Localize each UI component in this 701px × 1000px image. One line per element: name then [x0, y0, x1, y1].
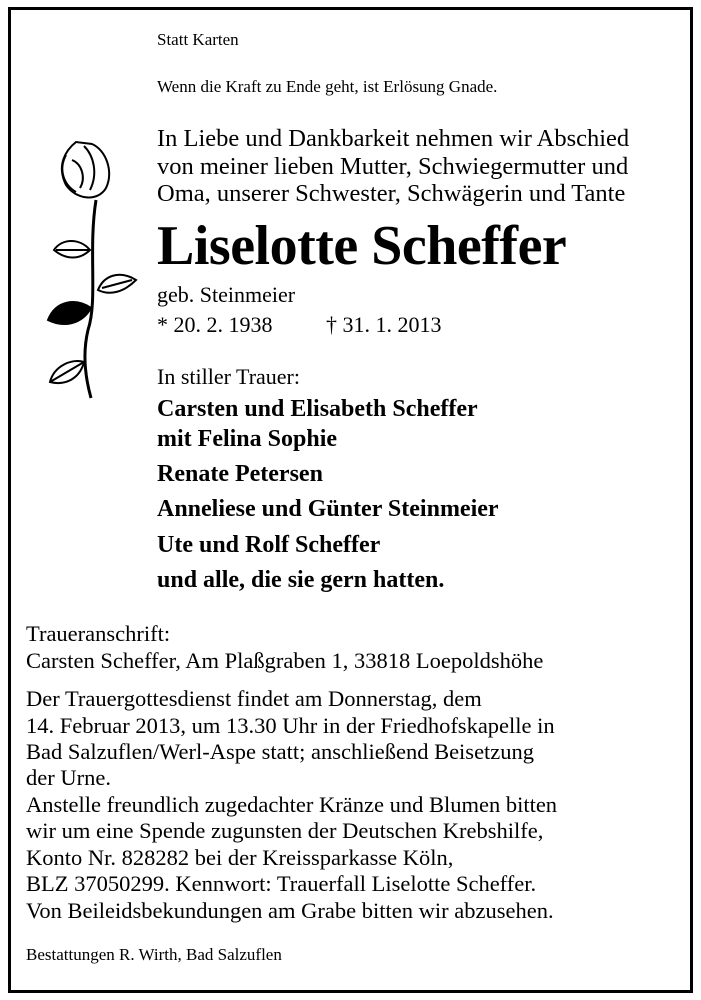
- intro-line: Oma, unserer Schwester, Schwägerin und Tante: [157, 180, 626, 207]
- mourner: Renate Petersen: [157, 461, 323, 487]
- mourning-label: In stiller Trauer:: [157, 364, 300, 389]
- birth-date: * 20. 2. 1938: [157, 312, 273, 337]
- mourner: Carsten und Elisabeth Scheffer: [157, 396, 478, 422]
- deceased-name: Liselotte Scheffer: [157, 215, 567, 277]
- service-line: Von Beileidsbekundungen am Grabe bitten wir abzusehen.: [26, 898, 554, 923]
- motto: Wenn die Kraft zu Ende geht, ist Erlösung Gnade.: [157, 77, 498, 96]
- service-line: BLZ 37050299. Kennwort: Trauerfall Liselotte Scheffer.: [26, 871, 537, 896]
- death-date: † 31. 1. 2013: [326, 312, 442, 337]
- service-line: Der Trauergottesdienst findet am Donnerstag, dem: [26, 686, 482, 711]
- intro-line: In Liebe und Dankbarkeit nehmen wir Abschied: [157, 125, 630, 152]
- mourner: mit Felina Sophie: [157, 426, 338, 452]
- mourner: Ute und Rolf Scheffer: [157, 532, 381, 558]
- service-line: 14. Februar 2013, um 13.30 Uhr in der Friedhofskapelle in: [26, 713, 555, 738]
- rose-icon: [36, 130, 146, 400]
- service-line: der Urne.: [26, 765, 111, 790]
- service-line: Bad Salzuflen/Werl-Aspe statt; anschließend Beisetzung: [26, 739, 535, 764]
- address-label: Traueranschrift:: [26, 621, 171, 646]
- mourner: und alle, die sie gern hatten.: [157, 567, 445, 593]
- header-statt-karten: Statt Karten: [157, 30, 239, 49]
- maiden-name: geb. Steinmeier: [157, 282, 296, 307]
- service-line: wir um eine Spende zugunsten der Deutschen Krebshilfe,: [26, 818, 544, 843]
- undertaker: Bestattungen R. Wirth, Bad Salzuflen: [26, 945, 282, 964]
- address: Carsten Scheffer, Am Plaßgraben 1, 33818 Loepoldshöhe: [26, 648, 544, 673]
- mourner: Anneliese und Günter Steinmeier: [157, 496, 499, 522]
- intro-line: von meiner lieben Mutter, Schwiegermutter und: [157, 153, 629, 180]
- service-line: Konto Nr. 828282 bei der Kreissparkasse Köln,: [26, 845, 454, 870]
- service-line: Anstelle freundlich zugedachter Kränze und Blumen bitten: [26, 792, 558, 817]
